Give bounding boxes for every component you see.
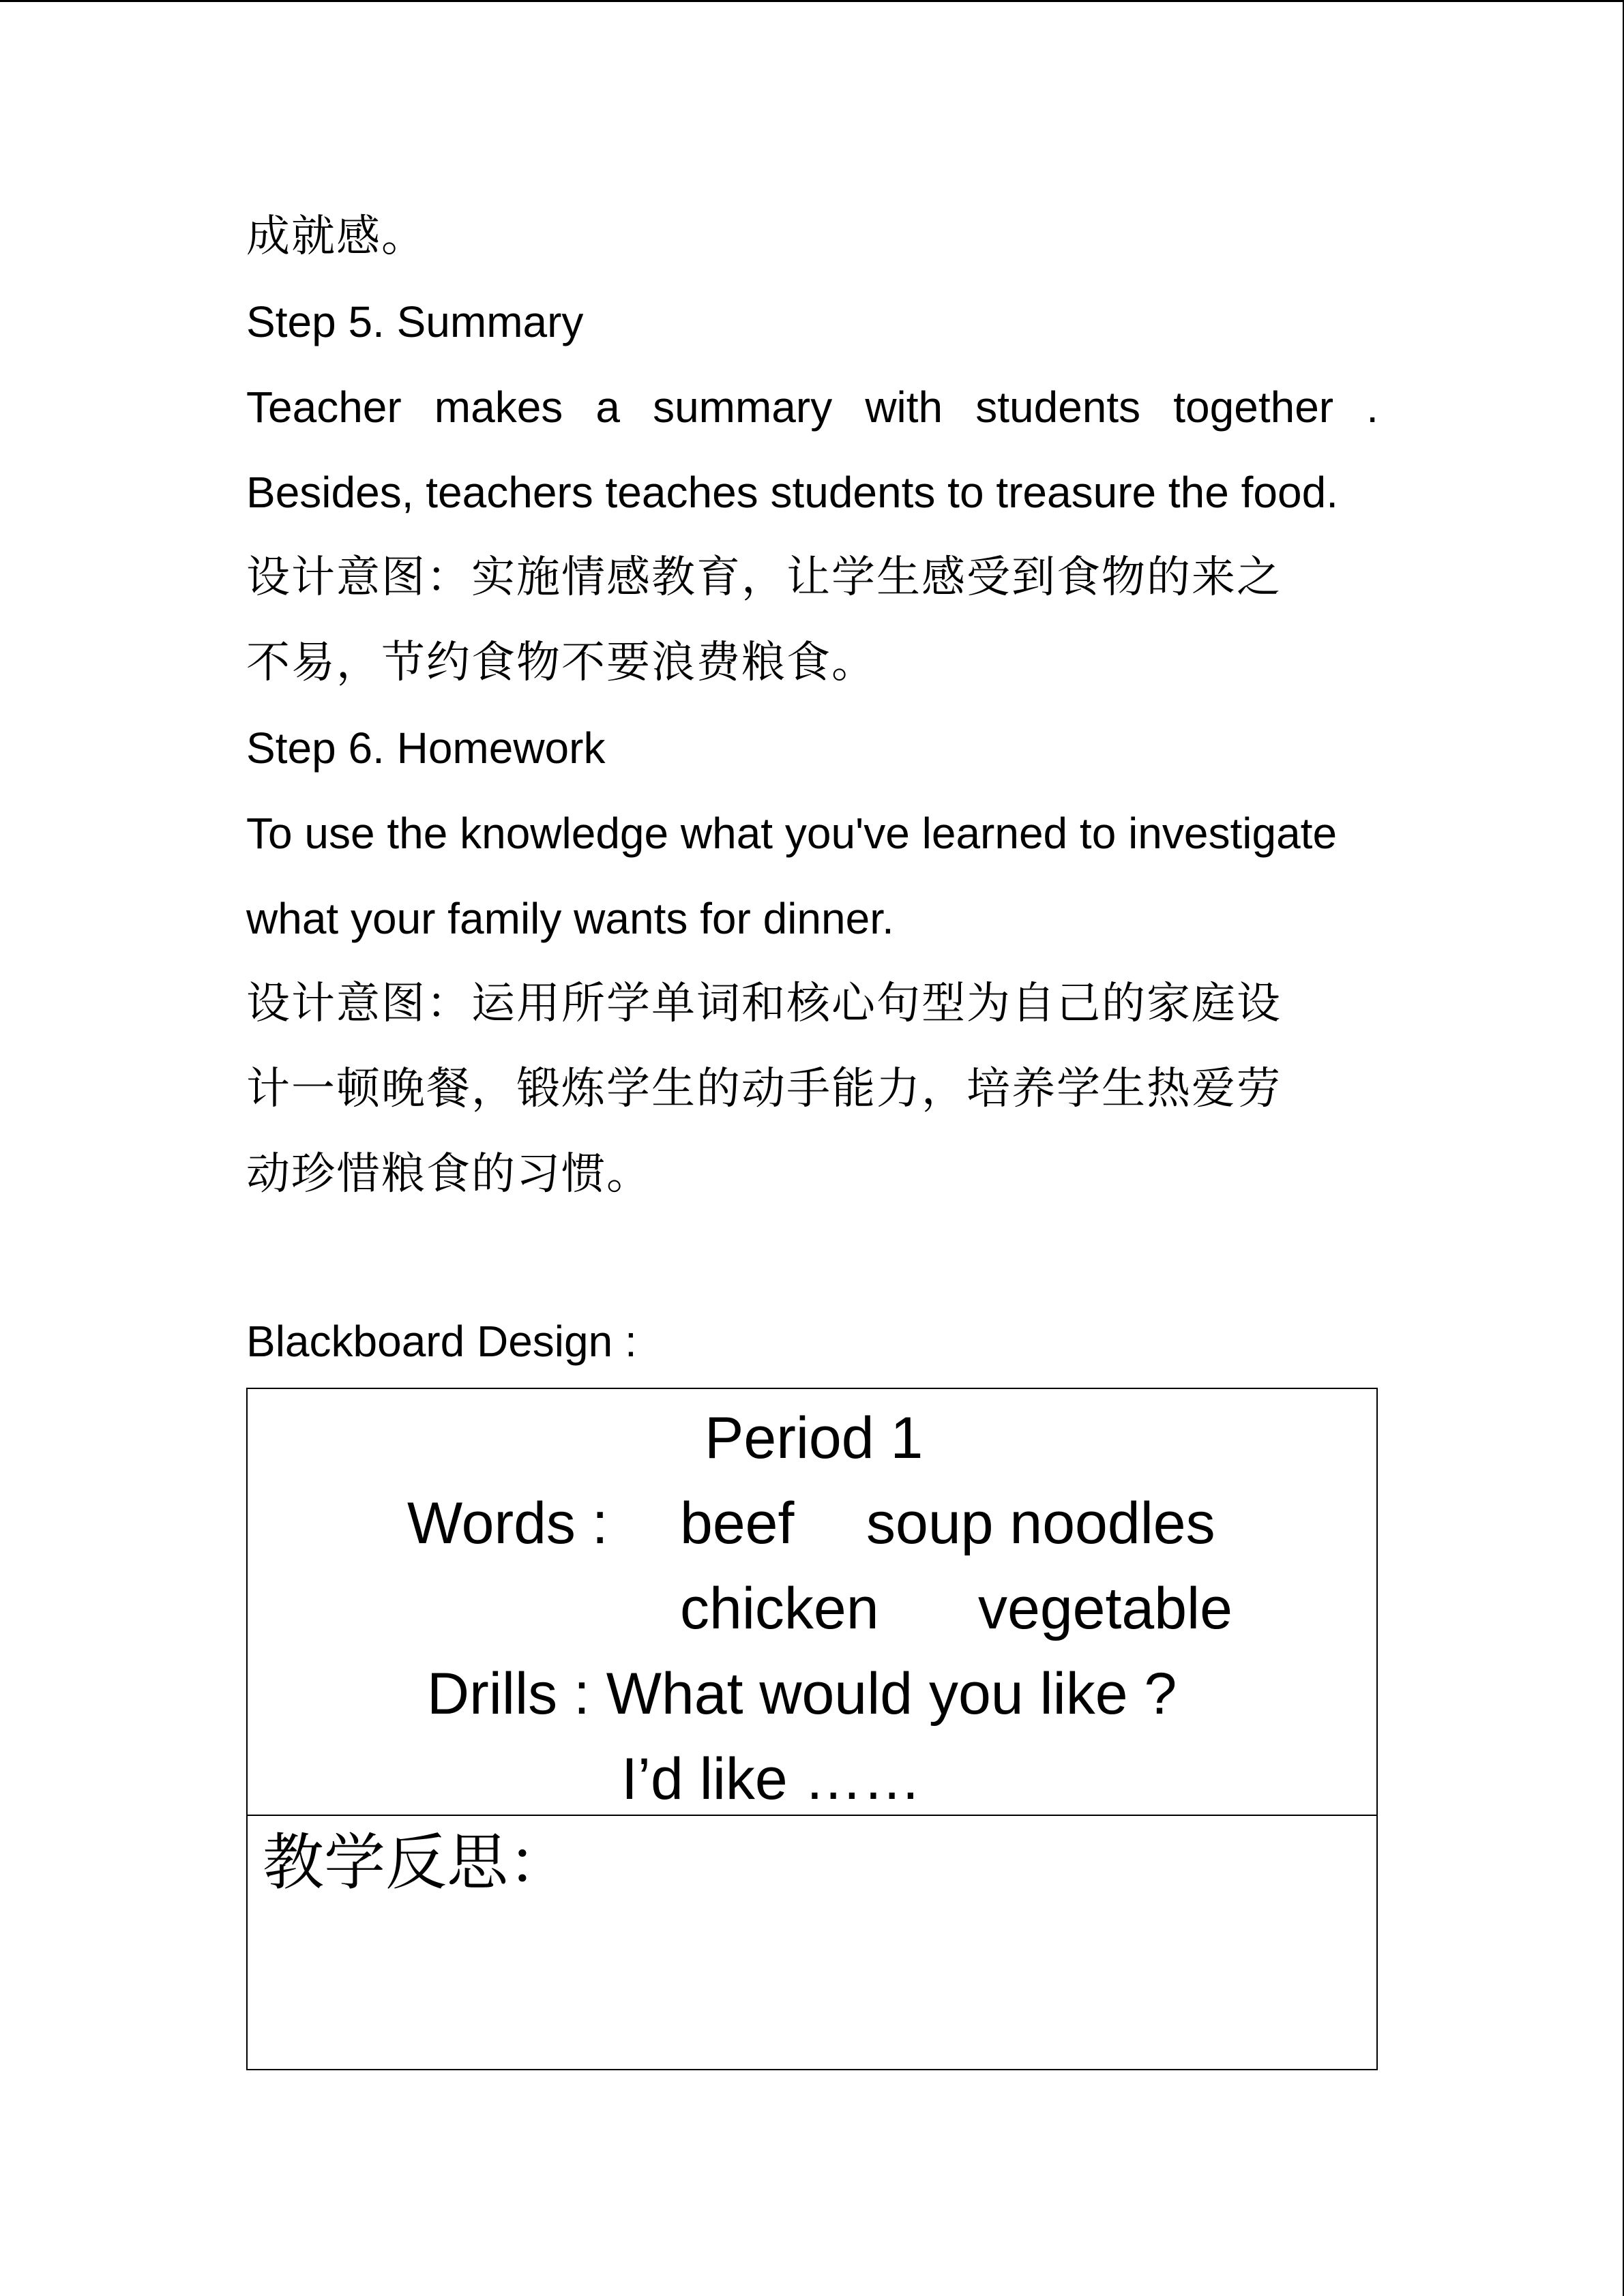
blackboard-table <box>246 1388 1378 2070</box>
document-body <box>246 194 1378 1384</box>
step5-heading: Step 5. Summary <box>246 297 584 346</box>
period-title: Period 1 <box>705 1405 924 1471</box>
drills-question: Drills : What would you like ? <box>427 1661 1177 1727</box>
paragraph-achievement: 成就感。 <box>246 211 426 262</box>
blackboard-content-cell <box>248 1389 1376 1816</box>
design-intent-2-line-2: 计一顿晚餐，锻炼学生的动手能力，培养学生热爱劳 <box>246 1064 1282 1114</box>
design-intent-1-line-1: 设计意图：实施情感教育，让学生感受到食物的来之 <box>246 552 1282 603</box>
step5-line-1: Teacher makes a summary with students together . <box>246 383 1378 432</box>
words-label: Words : <box>407 1491 608 1556</box>
teaching-reflection-label: 教学反思： <box>263 1827 570 1898</box>
design-intent-1-line-2: 不易，节约食物不要浪费粮食。 <box>246 638 876 688</box>
word-soup-noodles: soup noodles <box>866 1491 1215 1556</box>
step6-line-2: what your family wants for dinner. <box>246 894 894 943</box>
word-beef: beef <box>680 1491 795 1556</box>
step6-line-1: To use the knowledge what you've learned to investigate <box>246 809 1338 858</box>
blackboard-design-label: Blackboard Design : <box>246 1317 637 1366</box>
step6-heading: Step 6. Homework <box>246 724 606 773</box>
design-intent-2-line-3: 动珍惜粮食的习惯。 <box>246 1149 651 1199</box>
word-vegetable: vegetable <box>978 1576 1232 1641</box>
spacer <box>246 1217 1378 1299</box>
word-chicken: chicken <box>680 1576 879 1641</box>
design-intent-2-line-1: 设计意图：运用所学单词和核心句型为自己的家庭设 <box>246 979 1282 1029</box>
step5-line-2: Besides, teachers teaches students to treasure the food. <box>246 468 1338 517</box>
top-border-line <box>0 0 1624 2</box>
drills-answer: I’d like …… <box>621 1746 921 1812</box>
